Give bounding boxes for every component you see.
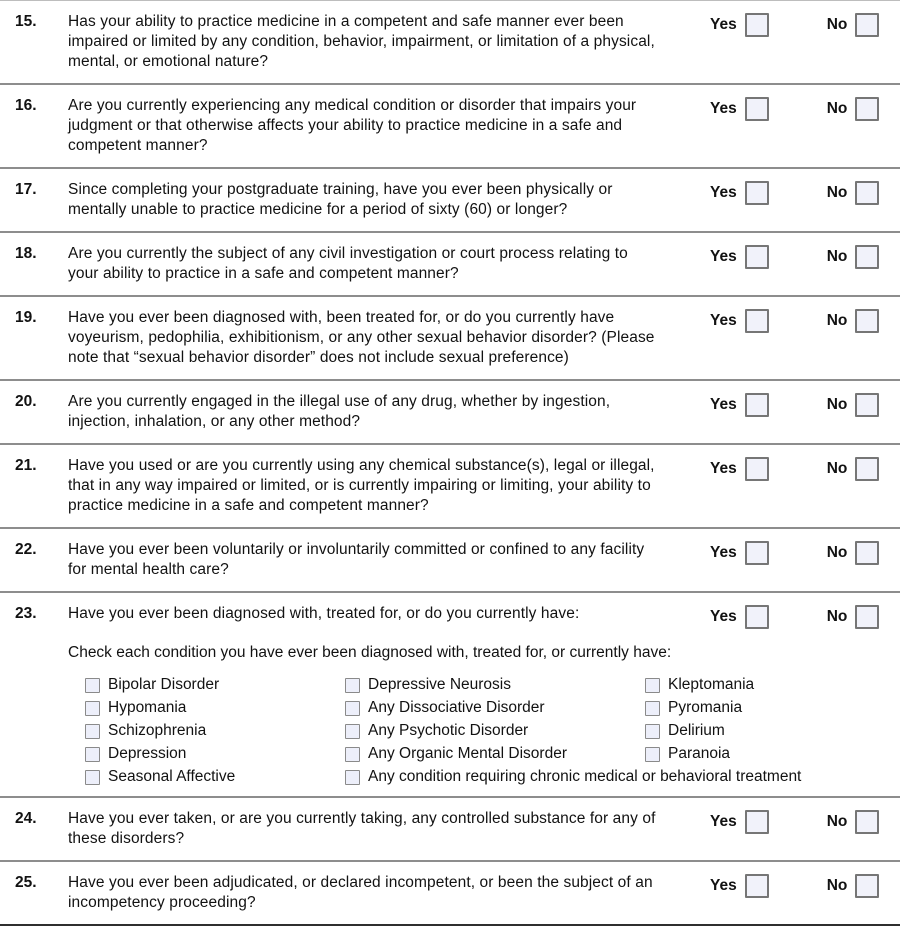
condition-checkbox[interactable] [85,770,100,785]
condition-option [85,769,235,785]
question-text-cell [68,873,710,913]
question-text: Have you ever taken, or are you currently taking, any controlled substance for any of these disorders? [68,810,656,847]
no-checkbox[interactable] [855,245,879,269]
conditions-instruction: Check each condition you have ever been diagnosed with, treated for, or currently have: [68,644,672,661]
condition-label: Pyromania [668,699,743,716]
condition-checkbox[interactable] [645,678,660,693]
no-checkbox[interactable] [855,97,879,121]
conditions-row [85,723,886,739]
no-checkbox[interactable] [855,457,879,481]
conditions-col2-cell [345,700,645,716]
yes-label: Yes [710,608,737,625]
conditions-row [85,700,886,716]
yes-checkbox[interactable] [745,309,769,333]
yes-option [710,541,769,565]
conditions-fullwidth-cell [345,769,886,785]
conditions-col2-cell [345,677,645,693]
answer-group-q9 [710,810,886,849]
condition-label: Any Psychotic Disorder [368,722,529,739]
yes-checkbox[interactable] [745,181,769,205]
answer-group-q4 [710,309,886,368]
conditions-col3-cell [645,723,886,739]
no-option [827,97,880,121]
question-row-18 [0,233,900,297]
condition-option [345,723,528,739]
condition-checkbox[interactable] [345,724,360,739]
question-text-cell [68,604,710,629]
condition-checkbox[interactable] [345,701,360,716]
condition-checkbox[interactable] [85,724,100,739]
question-row-22 [0,529,900,593]
yes-label: Yes [710,16,737,33]
no-option [827,541,880,565]
question-text: Have you ever been diagnosed with, treated for, or do you currently have: [68,605,580,622]
yes-label: Yes [710,460,737,477]
no-label: No [826,184,848,201]
no-label: No [826,608,848,625]
question-number: 23. [15,605,37,622]
condition-option [345,677,511,693]
condition-checkbox[interactable] [645,701,660,716]
no-label: No [826,312,848,329]
answer-group-q8 [710,605,886,629]
condition-label: Bipolar Disorder [108,676,220,693]
yes-label: Yes [710,184,737,201]
condition-option [645,723,725,739]
yes-label: Yes [710,544,737,561]
condition-option [345,769,801,785]
question-number: 24. [15,810,37,827]
question-row-15 [0,1,900,85]
conditions-col3-cell [645,700,886,716]
question-number: 22. [15,541,37,558]
conditions-col1-cell [85,769,345,785]
question-text: Have you ever been diagnosed with, been treated for, or do you currently have voyeurism, pedophilia, exhibitionism, or any other sexual behavior disorder? (Please note that “sexual behavior disorder” does not include sexual preference) [68,309,655,366]
no-checkbox[interactable] [855,810,879,834]
no-option [827,309,880,333]
condition-label: Schizophrenia [108,722,207,739]
question-number: 21. [15,457,37,474]
no-option [827,874,880,898]
condition-option [85,746,186,762]
answer-group-q3 [710,245,886,284]
no-checkbox[interactable] [855,541,879,565]
yes-label: Yes [710,396,737,413]
answer-group-q7 [710,541,886,580]
yes-option [710,810,769,834]
yes-checkbox[interactable] [745,245,769,269]
question-text-cell [68,308,710,368]
conditions-col1-cell [85,677,345,693]
yes-option [710,457,769,481]
condition-option [85,723,206,739]
question-row-21 [0,445,900,529]
no-label: No [826,460,848,477]
condition-label: Seasonal Affective [108,768,236,785]
question-text: Are you currently experiencing any medical condition or disorder that impairs your judgment or that otherwise affects your ability to practice medicine in a safe and competent manner? [68,97,637,154]
yes-checkbox[interactable] [745,97,769,121]
yes-label: Yes [710,312,737,329]
answer-group-q10 [710,874,886,913]
question-row-24 [0,798,900,862]
no-option [827,181,880,205]
question-number: 20. [15,393,37,410]
question-text: Has your ability to practice medicine in a competent and safe manner ever been impaired or limited by any condition, behavior, impairment, or limitation of a physical, mental, or emotional nature? [68,13,655,70]
yes-checkbox[interactable] [745,393,769,417]
answer-group-q1 [710,97,886,156]
question-text-cell [68,540,710,580]
conditions-row [85,769,886,785]
conditions-col3-cell [645,746,886,762]
yes-option [710,393,769,417]
condition-label: Kleptomania [668,676,755,693]
no-option [827,13,880,37]
yes-label: Yes [710,248,737,265]
yes-checkbox[interactable] [745,605,769,629]
answer-group-q2 [710,181,886,220]
no-option [827,393,880,417]
yes-label: Yes [710,813,737,830]
condition-checkbox[interactable] [345,678,360,693]
condition-label: Any condition requiring chronic medical or behavioral treatment [368,768,802,785]
yes-checkbox[interactable] [745,13,769,37]
question-row-16 [0,85,900,169]
question-row-20 [0,381,900,445]
condition-label: Depression [108,745,187,762]
condition-label: Hypomania [108,699,187,716]
condition-option [85,677,219,693]
no-label: No [826,813,848,830]
condition-label: Any Dissociative Disorder [368,699,545,716]
no-label: No [826,16,848,33]
condition-option [345,746,567,762]
answer-group-q6 [710,457,886,516]
no-label: No [826,100,848,117]
condition-label: Any Organic Mental Disorder [368,745,567,762]
condition-option [645,677,754,693]
question-row-19 [0,297,900,381]
condition-label: Depressive Neurosis [368,676,511,693]
question-row-25 [0,862,900,926]
condition-option [345,700,545,716]
question-text-cell [68,392,710,432]
yes-option [710,874,769,898]
condition-checkbox[interactable] [645,724,660,739]
question-text-cell [68,180,710,220]
conditions-col2-cell [345,723,645,739]
question-text: Are you currently the subject of any civil investigation or court process relating to your ability to practice in a safe and competent manner? [68,245,628,282]
no-checkbox[interactable] [855,874,879,898]
condition-checkbox[interactable] [85,701,100,716]
no-option [827,810,880,834]
condition-option [85,700,186,716]
yes-option [710,245,769,269]
no-checkbox[interactable] [855,13,879,37]
yes-checkbox[interactable] [745,874,769,898]
conditions-col3-cell [645,677,886,693]
question-text: Have you ever been voluntarily or involuntarily committed or confined to any facility for mental health care? [68,541,645,578]
yes-option [710,13,769,37]
question-text-cell [68,809,710,849]
no-label: No [826,544,848,561]
no-checkbox[interactable] [855,393,879,417]
no-option [827,457,880,481]
no-option [827,605,880,629]
question-row-17 [0,169,900,233]
no-checkbox[interactable] [855,605,879,629]
question-text: Have you used or are you currently using any chemical substance(s), legal or illegal, that in any way impaired or limited, or is currently impairing or limiting, your ability to practice medicine in a safe and competent manner? [68,457,655,514]
condition-checkbox[interactable] [345,770,360,785]
question-number: 17. [15,181,37,198]
yes-label: Yes [710,877,737,894]
question-number: 16. [15,97,37,114]
condition-checkbox[interactable] [85,678,100,693]
question-text-cell [68,456,710,516]
conditions-col1-cell [85,746,345,762]
no-checkbox[interactable] [855,309,879,333]
condition-checkbox[interactable] [345,747,360,762]
no-label: No [826,396,848,413]
conditions-row [85,677,886,693]
yes-option [710,181,769,205]
question-text-cell [68,244,710,284]
question-text-cell [68,12,710,72]
condition-option [645,746,730,762]
answer-group-q0 [710,13,886,72]
no-option [827,245,880,269]
yes-checkbox[interactable] [745,541,769,565]
conditions-grid [85,677,886,785]
question-text: Are you currently engaged in the illegal use of any drug, whether by ingestion, injection, inhalation, or any other method? [68,393,611,430]
condition-checkbox[interactable] [85,747,100,762]
conditions-col2-cell [345,746,645,762]
question-number: 18. [15,245,37,262]
condition-option [645,700,742,716]
question-text: Have you ever been adjudicated, or declared incompetent, or been the subject of an incompetency proceeding? [68,874,653,911]
conditions-col1-cell [85,700,345,716]
question-text-cell [68,96,710,156]
yes-checkbox[interactable] [745,457,769,481]
question-number: 15. [15,13,37,30]
condition-label: Paranoia [668,745,731,762]
yes-checkbox[interactable] [745,810,769,834]
question-row-23 [0,593,900,798]
question-number: 19. [15,309,37,326]
no-checkbox[interactable] [855,181,879,205]
condition-checkbox[interactable] [645,747,660,762]
conditions-row [85,746,886,762]
yes-label: Yes [710,100,737,117]
no-label: No [826,877,848,894]
conditions-col1-cell [85,723,345,739]
question-number: 25. [15,874,37,891]
yes-option [710,97,769,121]
question-text: Since completing your postgraduate training, have you ever been physically or mentally unable to practice medicine for a period of sixty (60) or longer? [68,181,613,218]
answer-group-q5 [710,393,886,432]
yes-option [710,309,769,333]
yes-option [710,605,769,629]
condition-label: Delirium [668,722,725,739]
conditions-section [68,629,886,785]
no-label: No [826,248,848,265]
